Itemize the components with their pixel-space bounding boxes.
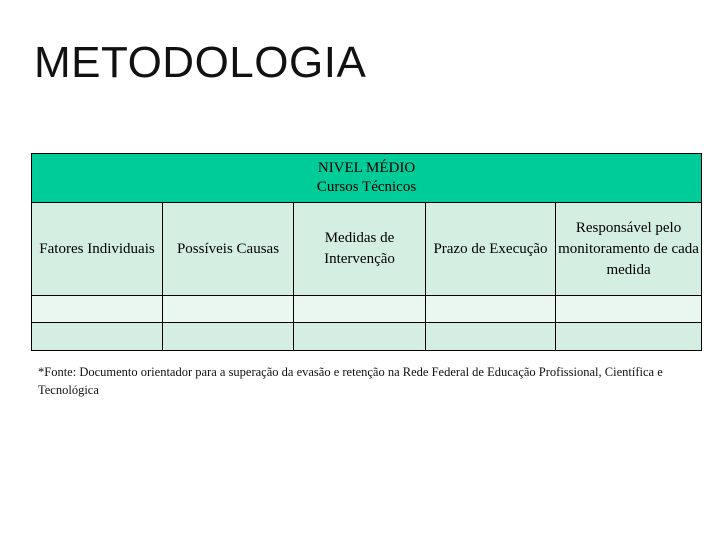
table-cell	[163, 296, 294, 323]
table-cell	[556, 296, 702, 323]
table-cell	[32, 296, 163, 323]
table-cell	[294, 296, 426, 323]
level-label: NIVEL MÉDIO	[317, 160, 416, 176]
column-header-causas: Possíveis Causas	[163, 203, 294, 296]
course-type-label: Cursos Técnicos	[316, 179, 417, 195]
table-cell	[294, 323, 426, 351]
table-cell	[163, 323, 294, 351]
column-header-responsavel: Responsável pelo monitoramento de cada medida	[556, 203, 702, 296]
table-cell	[426, 296, 556, 323]
table-cell	[426, 323, 556, 351]
table-header-cell	[32, 154, 702, 203]
column-header-fatores: Fatores Individuais	[32, 203, 163, 296]
column-header-row	[32, 203, 702, 296]
column-header-medidas: Medidas de Intervenção	[294, 203, 426, 296]
slide-title: METODOLOGIA	[34, 38, 367, 87]
table-row	[32, 296, 702, 323]
table-cell	[556, 323, 702, 351]
table-header-row	[32, 154, 702, 203]
methodology-table	[31, 153, 702, 351]
column-header-prazo: Prazo de Execução	[426, 203, 556, 296]
source-footnote: *Fonte: Documento orientador para a superação da evasão e retenção na Rede Federal de Educação Profissional, Científica e Tecnológica	[38, 365, 663, 397]
table-row	[32, 323, 702, 351]
table-cell	[32, 323, 163, 351]
